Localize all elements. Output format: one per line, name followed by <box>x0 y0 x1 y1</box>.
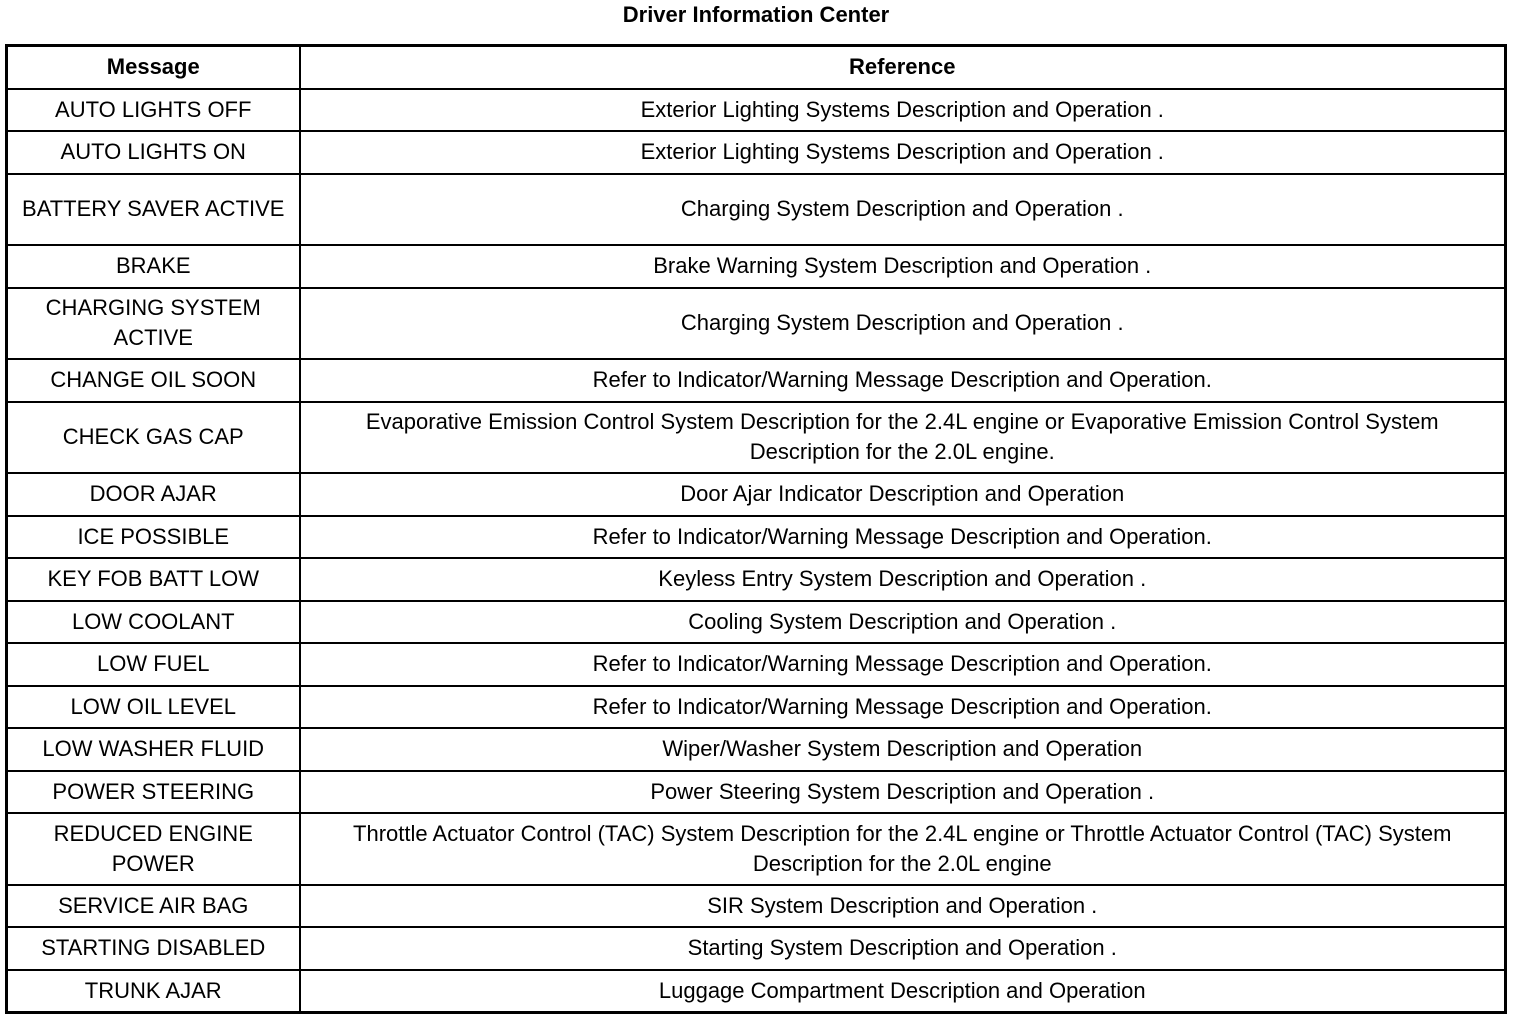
table-row <box>7 643 1506 686</box>
reference-cell: SIR System Description and Operation . <box>300 885 1506 928</box>
reference-cell: Cooling System Description and Operation . <box>300 601 1506 644</box>
message-cell: CHANGE OIL SOON <box>7 359 300 402</box>
message-cell: LOW WASHER FLUID <box>7 728 300 771</box>
table-row <box>7 473 1506 516</box>
table-row <box>7 245 1506 288</box>
reference-cell: Power Steering System Description and Operation . <box>300 771 1506 814</box>
message-cell: BATTERY SAVER ACTIVE <box>7 174 300 246</box>
reference-cell: Door Ajar Indicator Description and Operation <box>300 473 1506 516</box>
table-row <box>7 89 1506 132</box>
reference-cell: Refer to Indicator/Warning Message Description and Operation. <box>300 686 1506 729</box>
message-cell: AUTO LIGHTS OFF <box>7 89 300 132</box>
table-row <box>7 516 1506 559</box>
reference-cell: Wiper/Washer System Description and Operation <box>300 728 1506 771</box>
reference-cell: Throttle Actuator Control (TAC) System Description for the 2.4L engine or Throttle Actuator Control (TAC) System Description for the 2.0L engine <box>300 813 1506 885</box>
reference-cell: Exterior Lighting Systems Description and Operation . <box>300 131 1506 174</box>
message-cell: SERVICE AIR BAG <box>7 885 300 928</box>
table-row <box>7 771 1506 814</box>
table-header-row <box>7 46 1506 89</box>
table-row <box>7 686 1506 729</box>
reference-cell: Refer to Indicator/Warning Message Description and Operation. <box>300 643 1506 686</box>
message-cell: CHARGING SYSTEM ACTIVE <box>7 288 300 360</box>
message-cell: LOW OIL LEVEL <box>7 686 300 729</box>
reference-cell: Refer to Indicator/Warning Message Description and Operation. <box>300 359 1506 402</box>
table-row <box>7 174 1506 246</box>
reference-cell: Exterior Lighting Systems Description and Operation . <box>300 89 1506 132</box>
table-row <box>7 970 1506 1013</box>
message-cell: DOOR AJAR <box>7 473 300 516</box>
message-cell: AUTO LIGHTS ON <box>7 131 300 174</box>
message-cell: KEY FOB BATT LOW <box>7 558 300 601</box>
table-row <box>7 402 1506 474</box>
message-cell: ICE POSSIBLE <box>7 516 300 559</box>
message-cell: BRAKE <box>7 245 300 288</box>
table-row <box>7 288 1506 360</box>
table-row <box>7 927 1506 970</box>
message-cell: LOW FUEL <box>7 643 300 686</box>
message-column-header: Message <box>7 46 300 89</box>
table-row <box>7 558 1506 601</box>
reference-cell: Charging System Description and Operation . <box>300 288 1506 360</box>
message-cell: CHECK GAS CAP <box>7 402 300 474</box>
table-row <box>7 131 1506 174</box>
reference-cell: Luggage Compartment Description and Operation <box>300 970 1506 1013</box>
table-row <box>7 359 1506 402</box>
message-cell: TRUNK AJAR <box>7 970 300 1013</box>
table-row <box>7 885 1506 928</box>
table-row <box>7 728 1506 771</box>
message-cell: POWER STEERING <box>7 771 300 814</box>
message-cell: STARTING DISABLED <box>7 927 300 970</box>
reference-cell: Keyless Entry System Description and Operation . <box>300 558 1506 601</box>
driver-information-table <box>5 44 1507 1014</box>
reference-cell: Evaporative Emission Control System Description for the 2.4L engine or Evaporative Emission Control System Description for the 2.0L engine. <box>300 402 1506 474</box>
table-row <box>7 601 1506 644</box>
reference-cell: Starting System Description and Operation . <box>300 927 1506 970</box>
reference-cell: Refer to Indicator/Warning Message Description and Operation. <box>300 516 1506 559</box>
reference-column-header: Reference <box>300 46 1506 89</box>
page-title: Driver Information Center <box>622 2 890 27</box>
message-cell: REDUCED ENGINE POWER <box>7 813 300 885</box>
reference-cell: Charging System Description and Operation . <box>300 174 1506 246</box>
table-row <box>7 813 1506 885</box>
message-cell: LOW COOLANT <box>7 601 300 644</box>
reference-cell: Brake Warning System Description and Operation . <box>300 245 1506 288</box>
